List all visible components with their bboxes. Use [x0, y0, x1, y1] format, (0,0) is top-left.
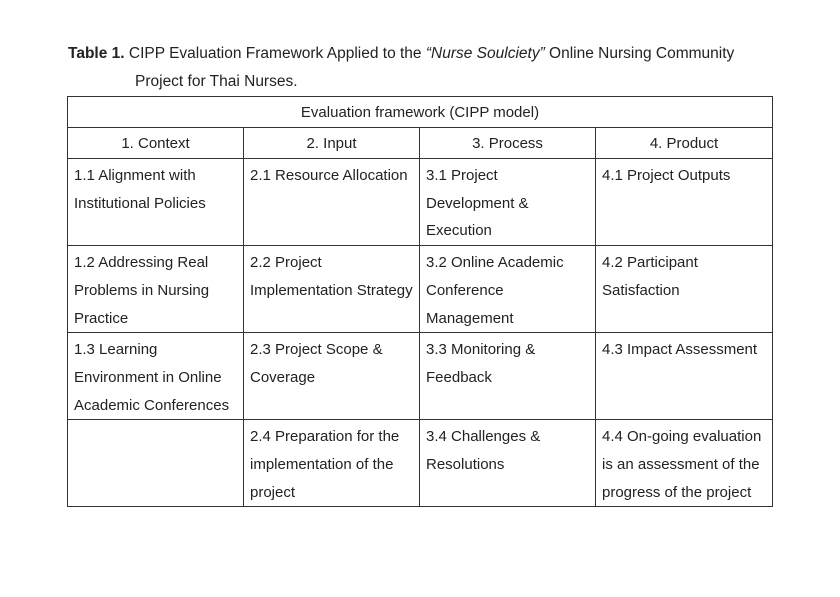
table-cell: 4.3 Impact Assessment	[596, 333, 773, 420]
table-cell: 2.3 Project Scope & Coverage	[244, 333, 420, 420]
column-header-process: 3. Process	[420, 128, 596, 159]
table-row	[68, 420, 773, 507]
column-header-product: 4. Product	[596, 128, 773, 159]
table-cell: 3.1 Project Development & Execution	[420, 159, 596, 246]
table-cell: 2.1 Resource Allocation	[244, 159, 420, 246]
column-header-context: 1. Context	[68, 128, 244, 159]
table-cell-empty	[68, 420, 244, 507]
table-cell: 3.3 Monitoring & Feedback	[420, 333, 596, 420]
table-cell: 2.4 Preparation for the implementation of the project	[244, 420, 420, 507]
caption-text-after: Online Nursing Community	[549, 45, 735, 62]
cipp-table	[67, 96, 773, 507]
table-title: Evaluation framework (CIPP model)	[68, 97, 773, 128]
table-row	[68, 159, 773, 246]
table-cell: 1.3 Learning Environment in Online Academic Conferences	[68, 333, 244, 420]
caption-label: Table 1.	[68, 45, 125, 62]
table-cell: 4.1 Project Outputs	[596, 159, 773, 246]
table-row	[68, 246, 773, 333]
column-header-input: 2. Input	[244, 128, 420, 159]
caption-line-2: Project for Thai Nurses.	[135, 73, 298, 90]
caption-italic-title: “Nurse Soulciety”	[425, 45, 545, 62]
caption-text-before: CIPP Evaluation Framework Applied to the	[128, 45, 422, 62]
table-cell: 4.4 On-going evaluation is an assessment of the progress of the project	[596, 420, 773, 507]
table-cell: 2.2 Project Implementation Strategy	[244, 246, 420, 333]
table-cell: 4.2 Participant Satisfaction	[596, 246, 773, 333]
table-row	[68, 333, 773, 420]
table-cell: 1.1 Alignment with Institutional Policies	[68, 159, 244, 246]
table-caption	[68, 40, 778, 96]
table-cell: 1.2 Addressing Real Problems in Nursing Practice	[68, 246, 244, 333]
table-cell: 3.4 Challenges & Resolutions	[420, 420, 596, 507]
table-cell: 3.2 Online Academic Conference Management	[420, 246, 596, 333]
